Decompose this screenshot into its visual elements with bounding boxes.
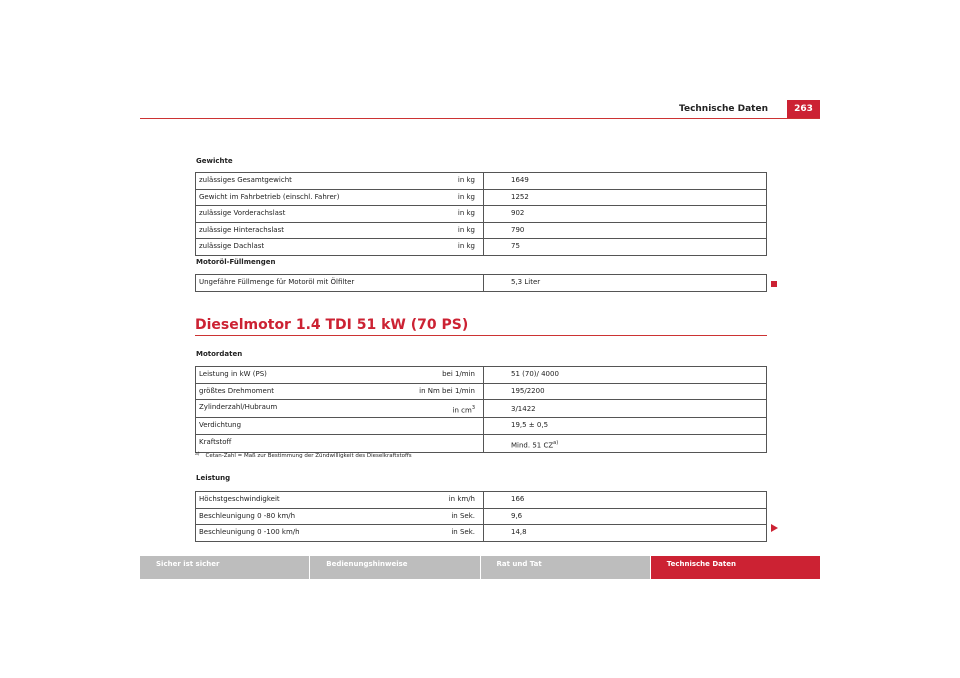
row-unit: in Nm bei 1/min <box>419 386 475 395</box>
row-name: größtes Drehmoment <box>199 386 275 395</box>
row-unit: in Sek. <box>451 511 475 520</box>
row-value: 5,3 Liter <box>511 278 541 286</box>
table-motordaten <box>195 366 767 453</box>
table-leistung <box>195 491 767 542</box>
footnote-mark: a) <box>195 452 200 457</box>
row-name: Ungefähre Füllmenge für Motoröl mit Ölfilter <box>199 278 355 286</box>
row-name: Gewicht im Fahrbetrieb (einschl. Fahrer) <box>199 192 340 201</box>
page-header-title: Technische Daten <box>679 104 768 114</box>
row-value: 14,8 <box>511 528 527 536</box>
table-row <box>196 384 766 401</box>
header-divider <box>140 118 820 119</box>
table-gewichte <box>195 172 767 256</box>
row-value: 1252 <box>511 192 529 201</box>
table-row <box>196 173 766 190</box>
footnote-reference: a) <box>553 439 559 446</box>
section-heading: Dieselmotor 1.4 TDI 51 kW (70 PS) <box>195 317 469 333</box>
row-name: Beschleunigung 0 -100 km/h <box>199 528 300 536</box>
row-unit: in kg <box>457 225 475 234</box>
row-name: zulässige Dachlast <box>199 242 265 250</box>
tab-rat-und-tat[interactable]: Rat und Tat <box>481 556 650 579</box>
row-unit: in kg <box>457 242 475 250</box>
row-value: 51 (70)/ 4000 <box>511 370 559 378</box>
row-value: 195/2200 <box>511 386 545 395</box>
table-row <box>196 400 766 418</box>
row-name: zulässige Hinterachslast <box>199 225 284 234</box>
row-name: Zylinderzahl/Hubraum <box>199 403 278 411</box>
tab-bedienungshinweise[interactable]: Bedienungshinweise <box>310 556 479 579</box>
row-value: 166 <box>511 495 525 503</box>
section-label-leistung: Leistung <box>196 474 231 482</box>
footnote-text: Cetan-Zahl = Maß zur Bestimmung der Zündwilligkeit des Dieselkraftstoffs <box>205 453 412 459</box>
row-unit: in kg <box>457 209 475 217</box>
table-row <box>196 275 766 291</box>
row-name: zulässige Vorderachslast <box>199 209 286 217</box>
table-row <box>196 223 766 240</box>
table-row <box>196 367 766 384</box>
table-row <box>196 492 766 509</box>
row-name: Leistung in kW (PS) <box>199 370 267 378</box>
row-name: Beschleunigung 0 -80 km/h <box>199 511 296 520</box>
unit-superscript: 3 <box>471 405 475 411</box>
section-end-marker <box>771 281 777 287</box>
tab-sicher-ist-sicher[interactable]: Sicher ist sicher <box>140 556 309 579</box>
row-unit: in kg <box>457 176 475 184</box>
table-row <box>196 418 766 435</box>
table-motoroel <box>195 274 767 292</box>
row-value: 3/1422 <box>511 405 536 413</box>
section-label-gewichte: Gewichte <box>196 157 233 165</box>
row-value: 1649 <box>511 176 529 184</box>
row-name: Kraftstoff <box>199 437 232 446</box>
row-unit: bei 1/min <box>442 370 475 378</box>
row-value: 790 <box>511 225 525 234</box>
row-value: 902 <box>511 209 525 217</box>
row-name: zulässiges Gesamtgewicht <box>199 176 292 184</box>
table-row <box>196 206 766 223</box>
row-unit: in Sek. <box>451 528 475 536</box>
row-unit: in $cm^3$ <box>452 405 475 415</box>
table-row <box>196 525 766 541</box>
row-name: Verdichtung <box>199 421 242 429</box>
row-unit: in kg <box>457 192 475 201</box>
section-label-motoroel: Motoröl-Füllmengen <box>196 258 276 266</box>
table-row <box>196 239 766 255</box>
heading-divider <box>195 335 767 336</box>
table-row <box>196 190 766 207</box>
section-label-motordaten: Motordaten <box>196 350 243 358</box>
footer-tab-bar <box>140 556 820 579</box>
page-number: 263 <box>787 100 820 119</box>
footnote <box>195 453 412 459</box>
row-value: 9,6 <box>511 511 523 520</box>
row-name: Höchstgeschwindigkeit <box>199 495 280 503</box>
table-row <box>196 509 766 526</box>
row-value: 75 <box>511 242 520 250</box>
table-row <box>196 435 766 452</box>
row-unit: in km/h <box>448 495 475 503</box>
row-value: Mind. 51 CZ$^{a)}$ <box>511 439 559 449</box>
continue-arrow-icon <box>771 524 778 532</box>
row-value: 19,5 ± 0,5 <box>511 421 549 429</box>
tab-technische-daten[interactable]: Technische Daten <box>651 556 820 579</box>
